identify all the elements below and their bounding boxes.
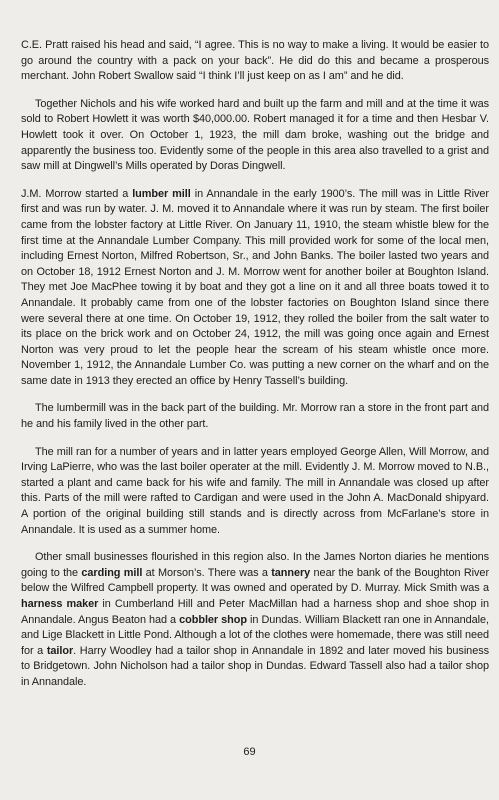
paragraph [21, 187, 489, 390]
text-run: The mill ran for a number of years and in latter years employed George Allen, Will Morrow, and Irving LaPierre, who was the last boiler operater at the mill. Evidently J. M. Morrow moved to N.B., started a plant and came back for his wife and family. The mill in Annandale was closed up after this. Parts of the mill were rafted to Cardigan and were used in the John A. MacDonald shipyard. A portion of the original building still stands and is directly across from McFarlane’s store in Annandale. It is used as a summer home. [21, 445, 489, 536]
text-run: J.M. Morrow started a [21, 187, 133, 200]
bold-term: carding mill [81, 566, 143, 579]
bold-term: tannery [271, 566, 311, 579]
paragraph [21, 445, 489, 539]
paragraph [21, 401, 489, 432]
text-run: . Harry Woodley had a tailor shop in Annandale in 1892 and later moved his business to Bridgetown. John Nicholson had a tailor shop in Dundas. Edward Tassell also had a tailor shop in Annandale. [21, 644, 489, 688]
body-text [21, 38, 489, 691]
paragraph [21, 550, 489, 690]
text-run: near the bank of the Boughton River below the Wilfred Campbell property. It was owned and operated by D. Murray. Mick Smith was a [21, 566, 490, 595]
text-run: in Cumberland Hill and Peter MacMillan had a harness shop and shoe shop in Annandale. Angus Beaton had a [21, 598, 489, 626]
text-run: Other small businesses flourished in this region also. In the James Norton diaries he mentions going to the [21, 551, 489, 579]
text-run: The lumbermill was in the back part of the building. Mr. Morrow ran a store in the front part and he and his family lived in the other part. [21, 402, 489, 431]
bold-term: tailor [46, 644, 74, 657]
paragraph [21, 38, 489, 85]
text-run: Together Nichols and his wife worked hard and built up the farm and mill and at the time it was sold to Robert Howlett it was worth $40,000.00. Robert managed it for a time and then Hesbar V. Howlett took it over. On October 1, 1923, the mill dam broke, washing out the bridge and apparently the business too. Evidently some of the people in this area also travelled to a grist and saw mill at Dingwell’s Mills operated by Doras Dingwell. [21, 97, 489, 173]
text-run: at Morson’s. There was a [142, 566, 272, 579]
bold-term: lumber mill [132, 187, 191, 200]
bold-term: harness maker [21, 598, 99, 610]
paragraph [21, 97, 489, 175]
page-number: 69 [243, 746, 256, 758]
text-run: in Dundas. William Blackett ran one in Annandale, and Lige Blackett in Little Pond. Although a lot of the clothes were homemade, there was still need for a [21, 613, 490, 657]
text-run: in Annandale in the early 1900’s. The mill was in Little River first and was run by water. J. M. moved it to Annandale where it was run by steam. The first boiler came from the lobster factory at Little River. On January 11, 1910, the steam whistle blew for the first time at the Annandale Lumber Company. This mill provided work for some of the local men, including Ernest Norton, Milfred Robertson, Sr., and John Banks. The boiler lasted two years and on October 18, 1912 Ernest Norton and J. M. Morrow went for another boiler at Boughton Island. They met Joe MacPhee towing it by boat and they got a line on it and all three boats towed it to Annandale. It probably came from one of the lobster factories on Boughton Island since there were several there at one time. On October 19, 1912, they rolled the boiler from the salt water to its place on the brick work and on October 24, 1912, the mill was going once again and Ernest Norton was very proud to let the people hear the scream of his steam whistle once more. November 1, 1912, the Annandale Lumber Co. was putting a new corner on the wharf and on the same date in 1913 they erected an office by Henry Tassell’s building. [21, 187, 490, 387]
bold-term: cobbler shop [179, 613, 247, 626]
text-run: C.E. Pratt raised his head and said, “I agree. This is no way to make a living. It would be easier to go around the country with a pack on your back”. He did do this and became a prosperous merchant. John Robert Swallow said “I think I’ll just keep on as I am” and he did. [21, 39, 489, 83]
